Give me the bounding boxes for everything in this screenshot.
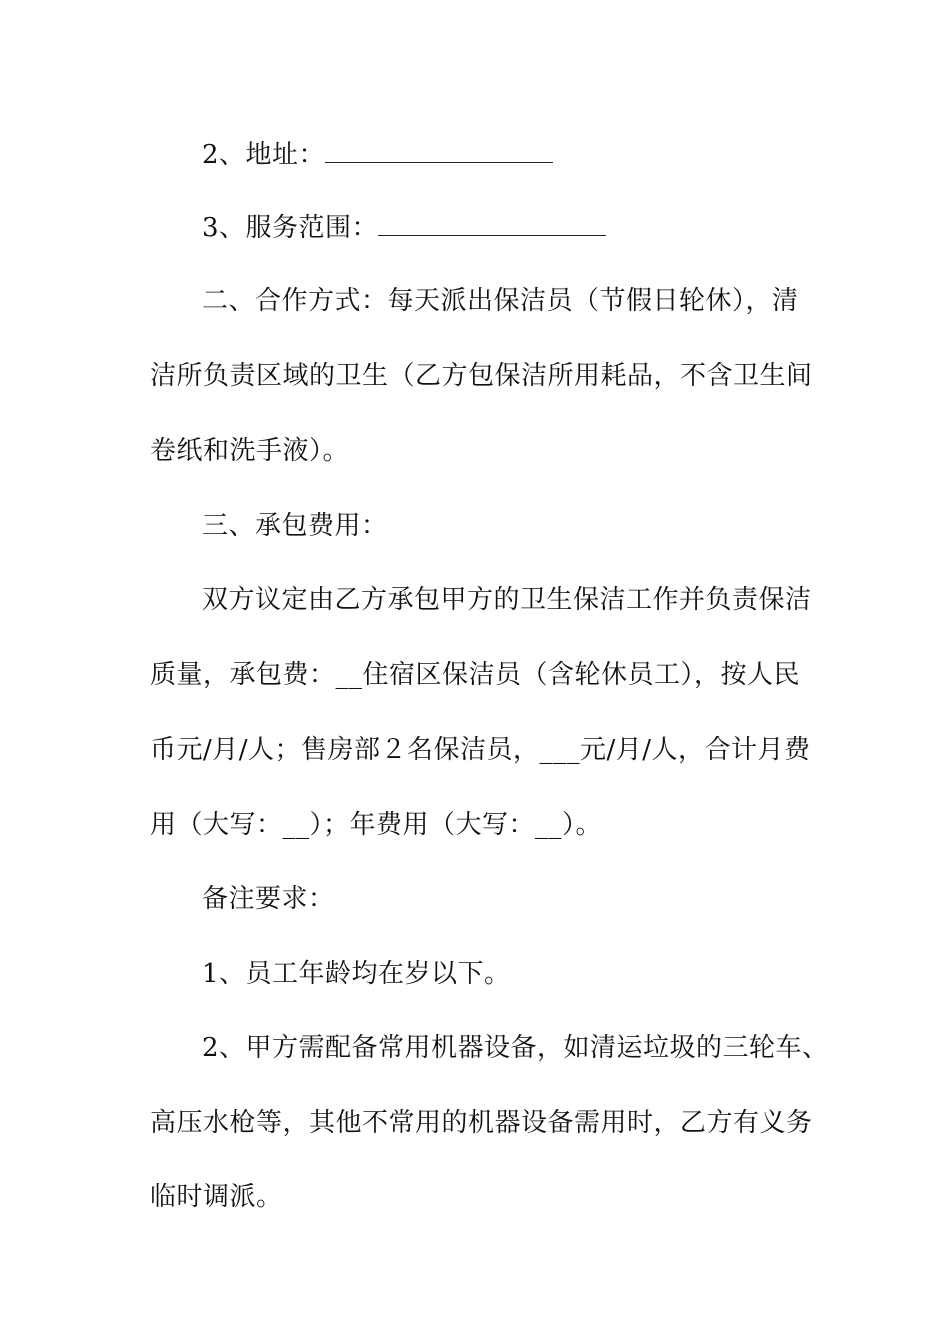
paragraph-line: 用（大写：__）；年费用（大写：__）。 (150, 810, 603, 840)
paragraph-line: 质量，承包费：__住宿区保洁员（含轮休员工），按人民 (150, 660, 801, 690)
paragraph-line: 卷纸和洗手液）。 (150, 436, 350, 466)
paragraph-line: 币元/月/人；售房部２名保洁员，___元/月/人，合计月费 (150, 735, 811, 765)
paragraph-line: 2、甲方需配备常用机器设备，如清运垃圾的三轮车、 (202, 1033, 829, 1063)
service-scope-blank (378, 211, 606, 236)
address-blank (325, 138, 553, 163)
paragraph-line: 双方议定由乙方承包甲方的卫生保洁工作并负责保洁 (202, 585, 812, 615)
paragraph-line: 1、员工年龄均在岁以下。 (202, 959, 511, 989)
service-scope-line (202, 211, 606, 244)
paragraph-line: 洁所负责区域的卫生（乙方包保洁所用耗品，不含卫生间 (150, 361, 813, 391)
paragraph-line: 高压水枪等，其他不常用的机器设备需用时，乙方有义务 (150, 1108, 813, 1138)
section-heading: 三、承包费用： (202, 511, 388, 541)
address-label: 2、地址： (202, 140, 326, 170)
address-line (202, 138, 553, 171)
paragraph-line: 二、合作方式：每天派出保洁员（节假日轮休），清 (202, 286, 799, 316)
paragraph-line: 临时调派。 (150, 1182, 283, 1212)
service-scope-label: 3、服务范围： (202, 213, 379, 243)
section-heading: 备注要求： (202, 884, 335, 914)
